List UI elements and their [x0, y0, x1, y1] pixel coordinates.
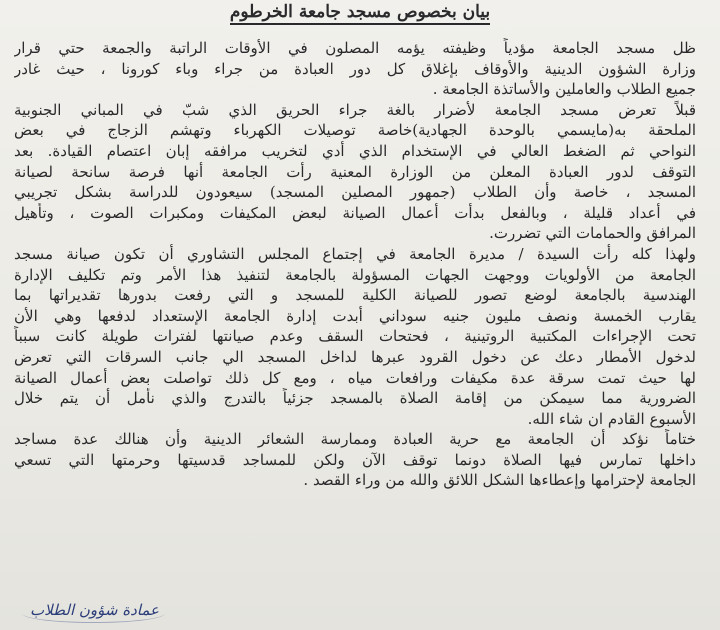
paragraph-line: الجامعة من الأولويات ووجهت الجهات المسؤولة بالجامعة لتنفيذ هذا الأمر وتم تكليف الإدارة: [14, 265, 696, 284]
document-body: [14, 38, 696, 491]
paragraph-line: جميع الطلاب والعاملين والأساتذة الجامعة .: [432, 80, 696, 99]
paragraph-line: ولهذا كله رأت السيدة / مديرة الجامعة في إجتماع المجلس التشاوري أن تكون صيانة مسجد: [14, 244, 696, 263]
document-title: [0, 2, 720, 22]
paragraph-line: الأسبوع القادم ان شاء الله.: [527, 409, 696, 428]
paragraph-line: في أعداد قليلة ، وبالفعل بدأت أعمال الصيانة لبعض المكيفات ومكبرات الصوت ، وتأهيل: [14, 203, 696, 222]
paragraph-line: ختاماً نؤكد أن الجامعة مع حرية العبادة وممارسة الشعائر الدينية وأن هنالك عدة مساجد: [14, 430, 696, 449]
paragraph-line: لها حيث تمت سرقة عدة مكيفات ورافعات مياه ، ومع كل ذلك تواصلت بعض أعمال الصيانة: [14, 368, 696, 387]
paragraph-line: ظل مسجد الجامعة مؤدياً وظيفته يؤمه المصلون في الأوقات الراتبة والجمعة حتي قرار: [14, 39, 696, 57]
paragraph-line: الجامعة لإحترامها وإعطاءها الشكل اللائق والله من وراء القصد .: [303, 471, 696, 490]
paragraph-line: يقارب الخمسة ونصف مليون جنيه سوداني أبدت إدارة الجامعة الإستعداد لدفعها وهي الأن: [14, 306, 696, 325]
paragraph-line: المسجد ، خاصة وأن الطلاب (جمهور المصلين المسجد) سيعودون للدراسة بشكل تجريبي: [14, 183, 696, 202]
paragraph-line: الضرورية مما سيمكن من إقامة الصلاة بالمسجد جزئياً بالتدرج والذي نأمل أن يتم خلال: [14, 389, 696, 408]
paragraph-line: داخلها تمارس فيها الصلاة دونما توقف الآن ولكن للمساجد قدسيتها وحرمتها التي تسعي: [14, 450, 696, 469]
document-title-text: بيان بخصوص مسجد جامعة الخرطوم: [230, 2, 490, 25]
paragraph-line: قبلاً تعرض مسجد الجامعة لأضرار بالغة جراء الحريق الذي شبّ في المباني الجنوبية: [14, 100, 696, 119]
paragraph-line: المرافق والحمامات التي تضررت.: [489, 224, 696, 243]
paragraph-line: النواحي ثم الضغط العالي في الإستخدام الذي أدي لتخريب مرافقه إبان اعتصام القيادة. بعد: [14, 141, 696, 160]
paragraph-line: تحت الإجراءات المكتبية الروتينية ، فحتحات السقف وعدم صيانتها لفترات طويلة كانت سبباً: [14, 327, 696, 346]
paragraph-line: لدخول الأمطار دعك عن دخول القرود عبرها لداخل المسجد الي جانب السرقات التي تعرض: [14, 347, 696, 366]
paragraph-line: وزارة الشؤون الدينية والأوقاف بإغلاق كل دور العبادة من جراء وباء كورونا ، حيث غادر: [14, 59, 696, 78]
paragraph-line: الملحقة به(مايسمي بالوحدة الجهادية)خاصة توصيلات الكهرباء وتهشم الزجاج في بعض: [14, 121, 696, 140]
paragraph-line: التوقف لدور العبادة المعلن من الوزارة المعنية رأت الجامعة أنها فرصة سانحة لصيانة: [14, 162, 696, 181]
signature-stamp: عمادة شؤون الطلاب: [30, 601, 159, 619]
paragraph-line: الهندسية بالجامعة لوضع تصور للصيانة الكلية للمسجد و التي رفعت بدورها تقديراتها بما: [14, 286, 696, 305]
